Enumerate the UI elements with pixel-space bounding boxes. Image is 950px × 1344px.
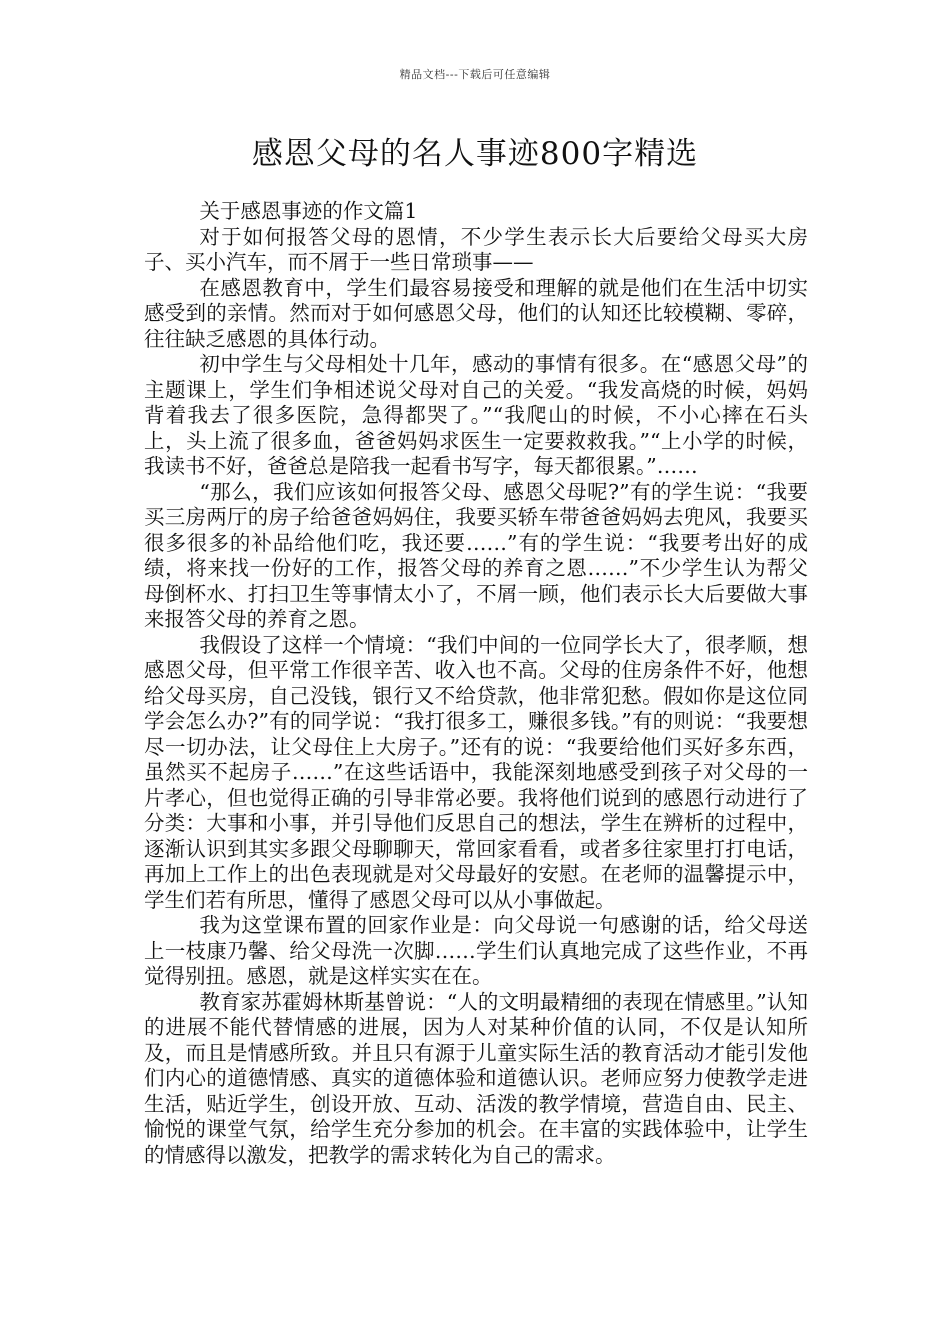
paragraph: 对于如何报答父母的恩情，不少学生表示长大后要给父母买大房子、买小汽车，而不屑于一些日常琐事—— [144, 224, 808, 274]
header-note: 精品文档---下载后可任意编辑 [399, 68, 551, 81]
paragraph: 教育家苏霍姆林斯基曾说：“人的文明最精细的表现在情感里。”认知的进展不能代替情感的进展，因为人对某种价值的认同，不仅是认知所及，而且是情感所致。并且只有源于儿童实际生活的教育活动才能引发他们内心的道德情感、真实的道德体验和道德认识。老师应努力使教学走进生活，贴近学生，创设开放、互动、活泼的教学情境，营造自由、民主、愉悦的课堂气氛，给学生充分参加的机会。在丰富的实践体验中，让学生的情感得以激发，把教学的需求转化为自己的需求。 [144, 989, 808, 1167]
paragraph: 初中学生与父母相处十几年，感动的事情有很多。在“感恩父母”的主题课上，学生们争相述说父母对自己的关爱。“我发高烧的时候，妈妈背着我去了很多医院，急得都哭了。”“我爬山的时候，不小心摔在石头上，头上流了很多血，爸爸妈妈求医生一定要救救我。”“上小学的时候，我读书不好，爸爸总是陪我一起看书写字，每天都很累。”…… [144, 352, 808, 478]
document-title: 感恩父母的名人事迹800字精选 [251, 136, 699, 172]
document-body [144, 199, 808, 1168]
paragraph: 在感恩教育中，学生们最容易接受和理解的就是他们在生活中切实感受到的亲情。然而对于如何感恩父母，他们的认知还比较模糊、零碎，往往缺乏感恩的具体行动。 [144, 275, 808, 351]
paragraph: 我假设了这样一个情境：“我们中间的一位同学长大了，很孝顺，想感恩父母，但平常工作很辛苦、收入也不高。父母的住房条件不好，他想给父母买房，自己没钱，银行又不给贷款，他非常犯愁。假如你是这位同学会怎么办?”有的同学说：“我打很多工，赚很多钱。”有的则说：“我要想尽一切办法，让父母住上大房子。”还有的说：“我要给他们买好多东西，虽然买不起房子……”在这些话语中，我能深刻地感受到孩子对父母的一片孝心，但也觉得正确的引导非常必要。我将他们说到的感恩行动进行了分类：大事和小事，并引导他们反思自己的想法，学生在辨析的过程中，逐渐认识到其实多跟父母聊聊天，常回家看看，或者多往家里打打电话，再加上工作上的出色表现就是对父母最好的安慰。在老师的温馨提示中，学生们若有所思，懂得了感恩父母可以从小事做起。 [144, 632, 808, 912]
section-heading: 关于感恩事迹的作文篇1 [199, 199, 418, 223]
paragraph: 我为这堂课布置的回家作业是：向父母说一句感谢的话，给父母送上一枝康乃馨、给父母洗一次脚……学生们认真地完成了这些作业，不再觉得别扭。感恩，就是这样实实在在。 [144, 913, 808, 988]
paragraph: “那么，我们应该如何报答父母、感恩父母呢?”有的学生说：“我要买三房两厅的房子给爸爸妈妈住，我要买轿车带爸爸妈妈去兜风，我要买很多很多的补品给他们吃，我还要……”有的学生说：“我要考出好的成绩，将来找一份好的工作，报答父母的养育之恩……”不少学生认为帮父母倒杯水、打扫卫生等事情太小了，不屑一顾，他们表示长大后要做大事来报答父母的养育之恩。 [144, 479, 808, 631]
